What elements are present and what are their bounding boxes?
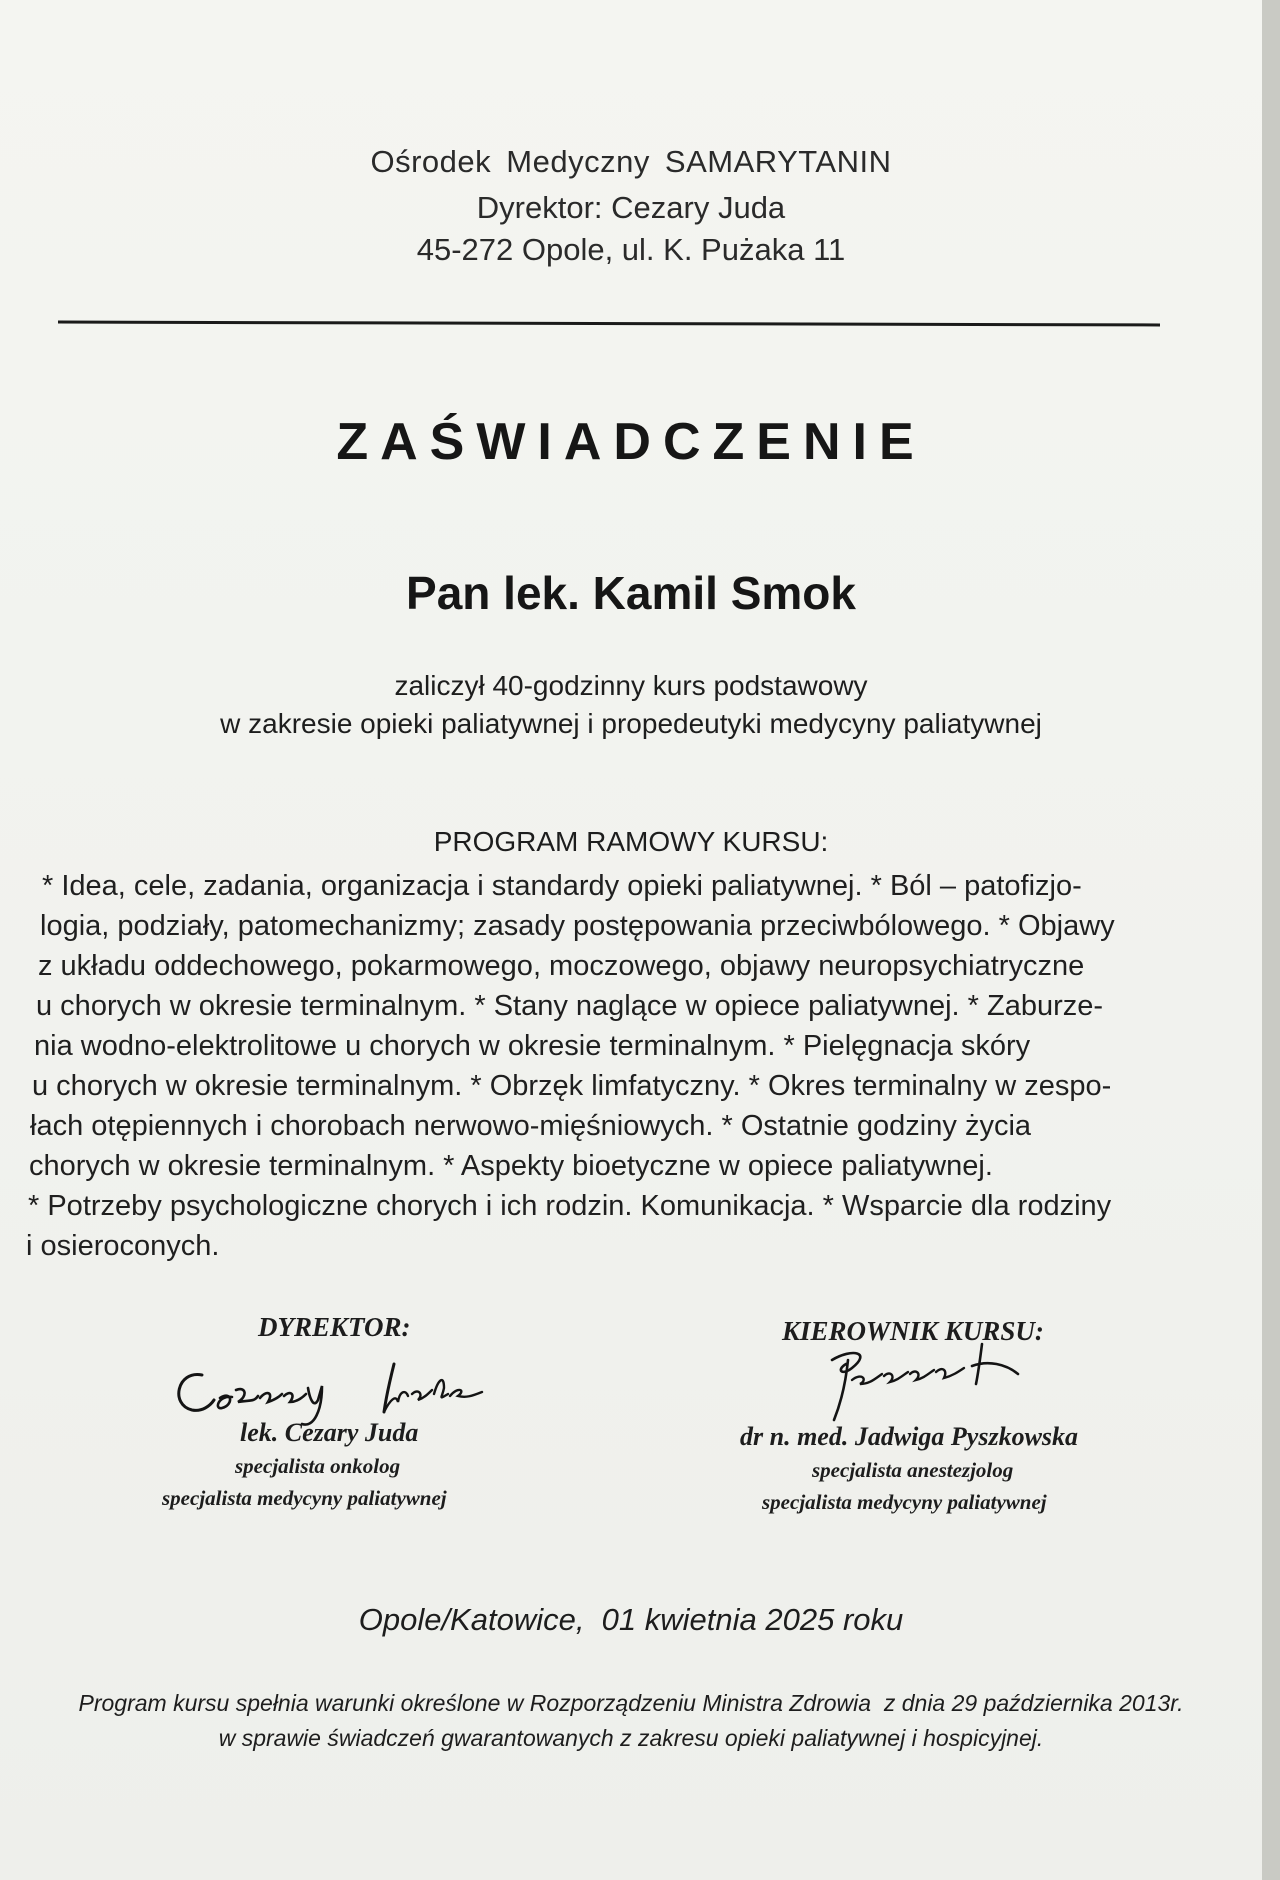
director-name: lek. Cezary Juda [240,1418,419,1447]
organization-director: Dyrektor: Cezary Juda [476,190,786,225]
program-line: nia wodno-elektrolitowe u chorych w okresie terminalnym. * Pielęgnacja skóry [34,1030,1031,1062]
legal-note-line-1: Program kursu spełnia warunki określone w Rozporządzeniu Ministra Zdrowia z dnia 29 października 2013r. [78,1690,1184,1716]
program-line: z układu oddechowego, pokarmowego, moczowego, objawy neuropsychiatryczne [38,950,1085,982]
paper-edge-background [1262,0,1280,1880]
recipient-name: Pan lek. Kamil Smok [406,567,856,619]
course-director-specialty-2: specjalista medycyny paliatywnej [762,1490,1047,1514]
program-line: łach otępiennych i chorobach nerwowo-mięśniowych. * Ostatnie godziny życia [30,1110,1032,1142]
issue-date: Opole/Katowice, 01 kwietnia 2025 roku [358,1602,904,1637]
legal-note-line-2: w sprawie świadczeń gwarantowanych z zakresu opieki paliatywnej i hospicyjnej. [218,1725,1044,1751]
document-title: ZAŚWIADCZENIE [336,413,926,471]
program-line: chorych w okresie terminalnym. * Aspekty bioetyczne w opiece paliatywnej. [29,1150,993,1182]
program-line: u chorych w okresie terminalnym. * Stany naglące w opiece paliatywnej. * Zaburze- [36,990,1104,1022]
program-heading: PROGRAM RAMOWY KURSU: [433,826,829,857]
director-specialty-1: specjalista onkolog [235,1454,401,1478]
completion-line-1: zaliczył 40-godzinny kurs podstawowy [394,670,868,701]
organization-name: Ośrodek Medyczny SAMARYTANIN [370,144,892,179]
course-director-name: dr n. med. Jadwiga Pyszkowska [740,1422,1079,1451]
program-body [26,866,1226,1266]
program-line: * Potrzeby psychologiczne chorych i ich rodzin. Komunikacja. * Wsparcie dla rodziny [28,1190,1112,1222]
director-specialty-2: specjalista medycyny paliatywnej [162,1486,447,1510]
program-line: i osieroconych. [26,1230,220,1262]
program-line: logia, podziały, patomechanizmy; zasady postępowania przeciwbólowego. * Objawy [40,910,1115,942]
completion-line-2: w zakresie opieki paliatywnej i propedeutyki medycyny paliatywnej [220,708,1042,739]
course-director-signature [812,1340,1042,1430]
director-role-label: DYREKTOR: [258,1312,411,1342]
course-director-specialty-1: specjalista anestezjolog [812,1458,1014,1482]
program-line: * Idea, cele, zadania, organizacja i standardy opieki paliatywnej. * Ból – patofizjo- [42,870,1082,902]
header-divider [58,321,1160,327]
course-director-role-label: KIEROWNIK KURSU: [782,1316,1044,1346]
organization-address: 45-272 Opole, ul. K. Pużaka 11 [416,232,846,267]
program-line: u chorych w okresie terminalnym. * Obrzęk limfatyczny. * Okres terminalny w zespo- [32,1070,1112,1102]
